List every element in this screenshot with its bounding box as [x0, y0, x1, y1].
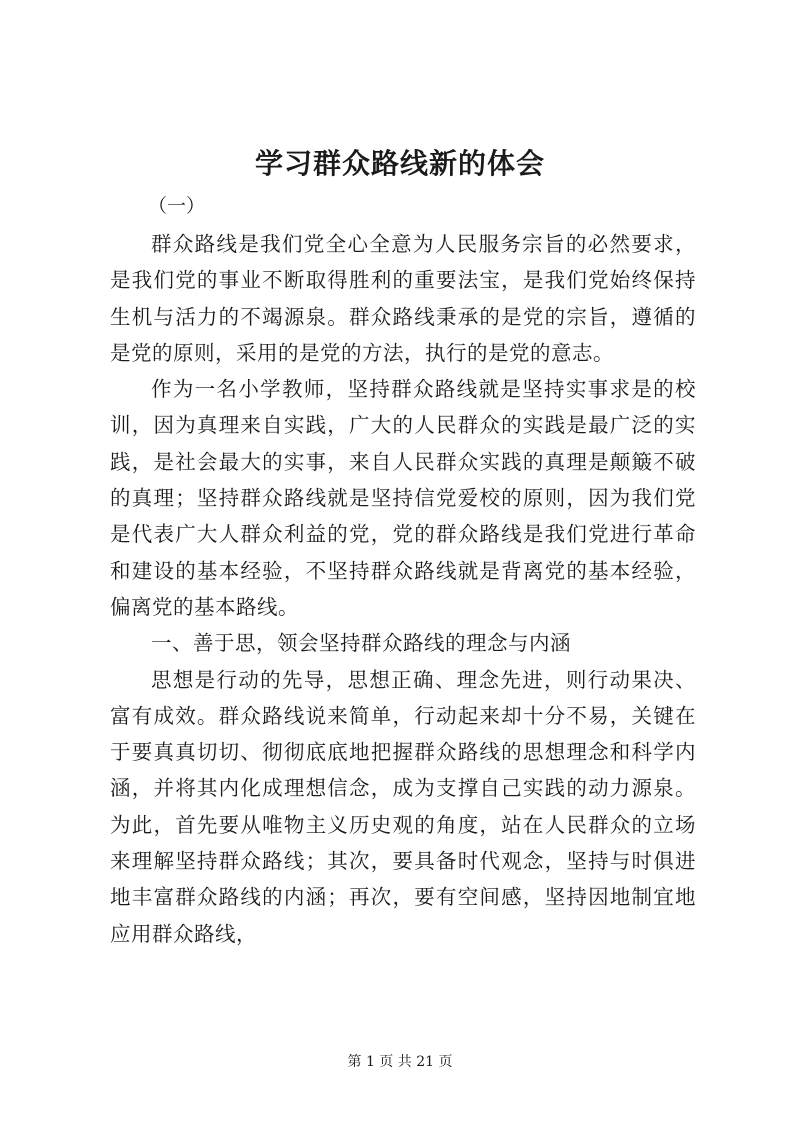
section-marker: （一） — [148, 195, 206, 217]
paragraph: 群众路线是我们党全心全意为人民服务宗旨的必然要求，是我们党的事业不断取得胜利的重要法宝，是我们党始终保持生机与活力的不竭源泉。群众路线秉承的是党的宗旨，遵循的是党的原则，采用的是党的方法，执行的是党的意志。 — [110, 232, 696, 365]
paragraph: 思想是行动的先导，思想正确、理念先进，则行动果决、富有成效。群众路线说来简单，行动起来却十分不易，关键在于要真真切切、彻彻底底地把握群众路线的思想理念和科学内涵，并将其内化成理想信念，成为支撑自己实践的动力源泉。为此，首先要从唯物主义历史观的角度，站在人民群众的立场来理解坚持群众路线；其次，要具备时代观念，坚持与时俱进地丰富群众路线的内涵；再次，要有空间感，坚持因地制宜地应用群众路线， — [110, 667, 696, 946]
document-title: 学习群众路线新的体会 — [254, 147, 545, 180]
page-footer: 第 1 页 共 21 页 — [347, 1054, 453, 1070]
section-heading: 一、善于思，领会坚持群众路线的理念与内涵 — [151, 631, 571, 656]
document-body — [110, 226, 696, 952]
paragraph: 作为一名小学教师，坚持群众路线就是坚持实事求是的校训，因为真理来自实践，广大的人民群众的实践是最广泛的实践，是社会最大的实事，来自人民群众实践的真理是颠簸不破的真理；坚持群众路线就是坚持信党爱校的原则，因为我们党是代表广大人群众利益的党，党的群众路线是我们党进行革命和建设的基本经验，不坚持群众路线就是背离党的基本经验，偏离党的基本路线。 — [110, 377, 696, 619]
